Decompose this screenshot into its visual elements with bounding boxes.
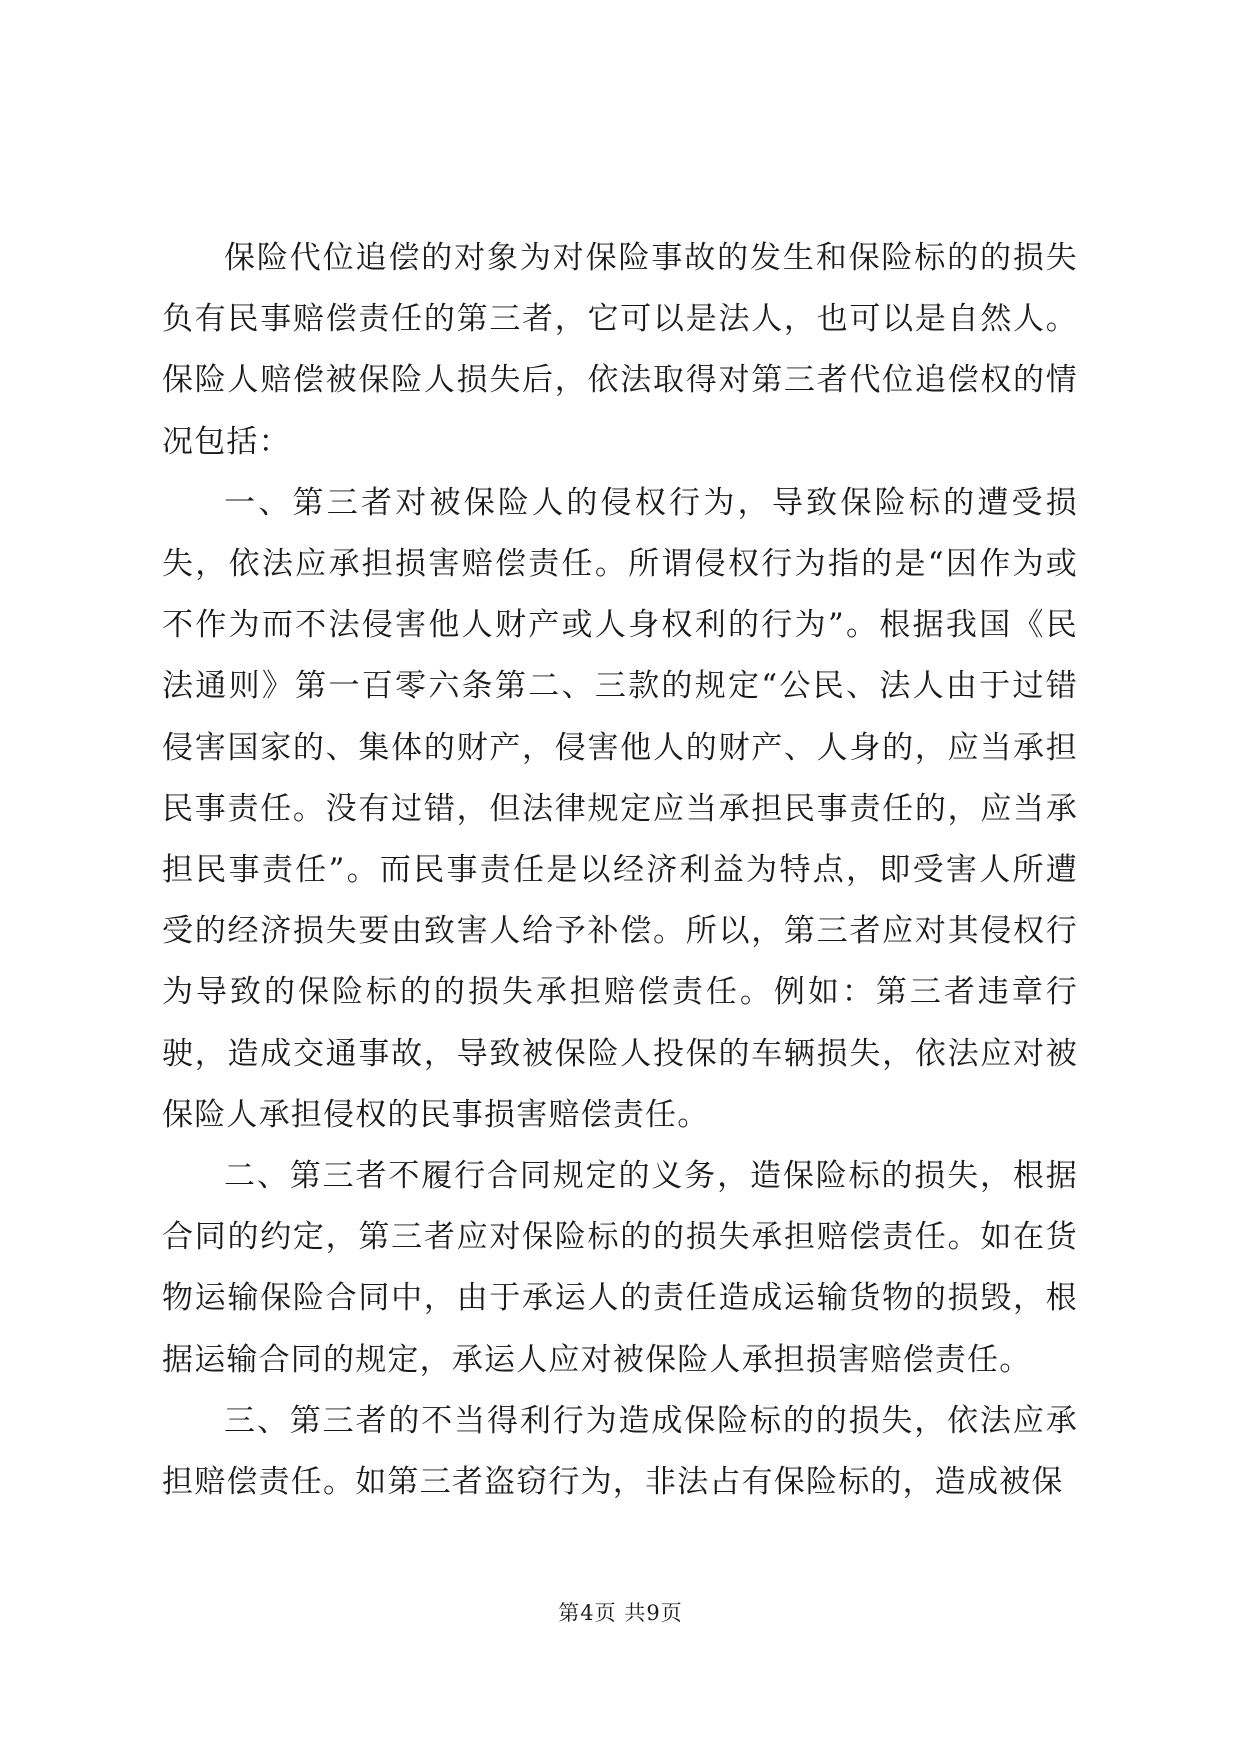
paragraph-intro: 保险代位追偿的对象为对保险事故的发生和保险标的的损失负有民事赔偿责任的第三者，它可以是法人，也可以是自然人。保险人赔偿被保险人损失后，依法取得对第三者代位追偿权的情况包括：: [162, 240, 1078, 460]
document-body: [162, 228, 1078, 1513]
paragraph-item-3: 三、第三者的不当得利行为造成保险标的的损失，依法应承担赔偿责任。如第三者盗窃行为，非法占有保险标的，造成被保: [162, 1402, 1078, 1501]
page-number-footer: 第4页 共9页: [558, 1601, 683, 1625]
paragraph-item-1: 一、第三者对被保险人的侵权行为，导致保险标的遭受损失，依法应承担损害赔偿责任。所谓侵权行为指的是“因作为或不作为而不法侵害他人财产或人身权利的行为”。根据我国《民法通则》第一百零六条第二、三款的规定“公民、法人由于过错侵害国家的、集体的财产，侵害他人的财产、人身的，应当承担民事责任。没有过错，但法律规定应当承担民事责任的，应当承担民事责任”。而民事责任是以经济利益为特点，即受害人所遭受的经济损失要由致害人给予补偿。所以，第三者应对其侵权行为导致的保险标的的损失承担赔偿责任。例如：第三者违章行驶，造成交通事故，导致被保险人投保的车辆损失，依法应对被保险人承担侵权的民事损害赔偿责任。: [162, 484, 1078, 1133]
paragraph-item-2: 二、第三者不履行合同规定的义务，造保险标的损失，根据合同的约定，第三者应对保险标的的损失承担赔偿责任。如在货物运输保险合同中，由于承运人的责任造成运输货物的损毁，根据运输合同的规定，承运人应对被保险人承担损害赔偿责任。: [162, 1158, 1078, 1378]
